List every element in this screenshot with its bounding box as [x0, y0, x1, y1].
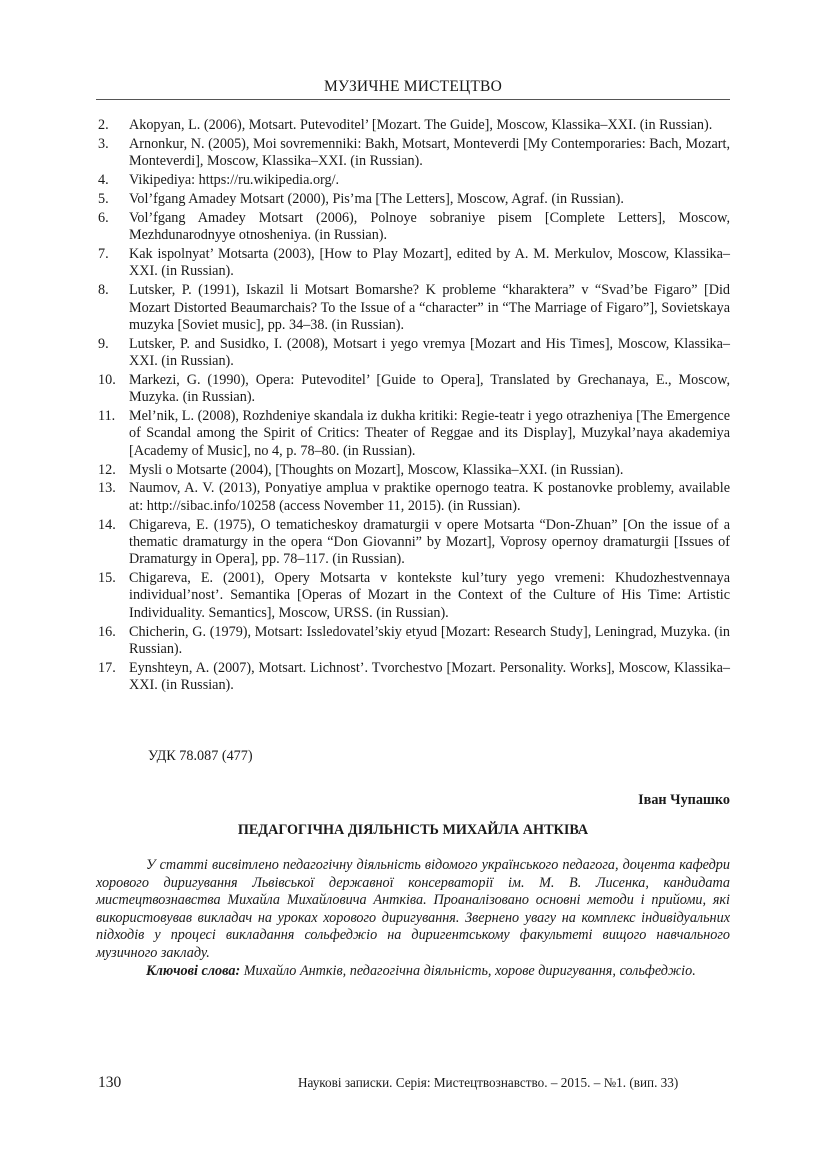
reference-text: Akopyan, L. (2006), Motsart. Putevoditel’ [Mozart. The Guide], Moscow, Klassika–XXI. (in Russian). [129, 117, 713, 133]
reference-text: Kak ispolnyat’ Motsarta (2003), [How to Play Mozart], edited by A. M. Merkulov, Moscow, Klassika–XXI. (in Russian). [129, 246, 730, 280]
reference-text: Naumov, A. V. (2013), Ponyatiye amplua v praktike opernogo teatra. K postanovke problemy, available at: http://sibac.info/10258 (access November 11, 2015). (in Russian). [129, 480, 730, 514]
reference-item [98, 246, 730, 281]
reference-item [98, 372, 730, 407]
reference-number: 11. [98, 408, 116, 425]
reference-item [98, 517, 730, 569]
reference-item [98, 462, 730, 479]
reference-text: Lutsker, P. (1991), Iskazil li Motsart Bomarshe? K probleme “kharaktera” v “Svad’be Figaro” [Did Mozart Distorted Beaumarchais? To the Issue of a “character” in “The Marriage of Figaro”], Sovietskaya muzyka [Soviet music], pp. 34–38. (in Russian). [129, 282, 730, 333]
reference-list [98, 117, 730, 696]
reference-item [98, 624, 730, 659]
reference-item [98, 210, 730, 245]
reference-item [98, 570, 730, 622]
reference-text: Vol’fgang Amadey Motsart (2000), Pis’ma [The Letters], Moscow, Agraf. (in Russian). [129, 190, 624, 207]
reference-text: Arnonkur, N. (2005), Moi sovremenniki: Bakh, Motsart, Monteverdi [My Contemporaries: Bach, Mozart, Monteverdi], Moscow, Klassika–XXI. (in Russian). [129, 135, 730, 170]
abstract-text: У статті висвітлено педагогічну діяльність відомого українського педагога, доцента кафедри хорового диригування Львівської державної консерваторії ім. М. В. Лисенка, кандидата мистецтвознавства Михайла Михайловича Антківа. Проаналізовано основні методи і прийоми, які використовував викладач на уроках хорового диригування. Звернено увагу на комплекс індивідуальних підходів у процесі викладання сольфеджіо на диригентському факультеті вищого навчального музичного закладу. [96, 857, 730, 961]
reference-item [98, 282, 730, 334]
reference-number: 14. [98, 516, 116, 533]
reference-text: Chicherin, G. (1979), Motsart: Issledovatel’skiy etyud [Mozart: Research Study], Leningrad, Muzyka. (in Russian). [129, 623, 730, 657]
reference-number: 9. [98, 335, 109, 352]
journal-citation: Наукові записки. Серія: Мистецтвознавство. – 2015. – №1. (вип. 33) [298, 1075, 679, 1090]
reference-text: Markezi, G. (1990), Opera: Putevoditel’ [Guide to Opera], Translated by Grechanaya, E., Moscow, Muzyka. (in Russian). [129, 371, 730, 406]
reference-number: 13. [98, 480, 116, 497]
running-header: МУЗИЧНЕ МИСТЕЦТВО [324, 78, 502, 95]
reference-item [98, 136, 730, 171]
reference-number: 6. [98, 209, 109, 226]
reference-number: 10. [98, 371, 116, 388]
reference-text: Eynshteyn, A. (2007), Motsart. Lichnost’. Tvorchestvo [Mozart. Personality. Works], Moscow, Klassika–XXI. (in Russian). [129, 659, 730, 694]
keywords-label: Ключові слова: [146, 962, 241, 979]
reference-number: 12. [98, 461, 116, 478]
article-title: ПЕДАГОГІЧНА ДІЯЛЬНІСТЬ МИХАЙЛА АНТКІВА [237, 822, 589, 838]
header-rule [96, 99, 730, 100]
page-number: 130 [98, 1074, 122, 1091]
reference-number: 5. [98, 190, 109, 207]
reference-number: 16. [98, 623, 116, 640]
reference-text: Chigareva, E. (1975), O tematicheskoy dramaturgii v opere Motsarta “Don-Zhuan” [On the issue of a thematic dramaturgy in the opera “Don Giovanni” by Mozart], Voprosy opernoy dramaturgii [Issues of Dramaturgy in Opera], pp. 78–117. (in Russian). [129, 516, 730, 568]
reference-item [98, 117, 730, 134]
reference-number: 2. [98, 117, 109, 133]
keywords [96, 963, 730, 981]
reference-text: Vikipediya: https://ru.wikipedia.org/. [129, 172, 340, 189]
reference-item [98, 480, 730, 515]
reference-item [98, 660, 730, 695]
reference-item [98, 191, 730, 208]
reference-item [98, 336, 730, 371]
reference-number: 7. [98, 246, 109, 263]
reference-text: Lutsker, P. and Susidko, I. (2008), Motsart i yego vremya [Mozart and His Times], Moscow, Klassika–XXI. (in Russian). [129, 335, 730, 370]
reference-number: 8. [98, 282, 109, 299]
reference-item [98, 408, 730, 460]
reference-number: 4. [98, 172, 109, 189]
reference-number: 17. [98, 659, 116, 676]
reference-text: Mysli o Motsarte (2004), [Thoughts on Mozart], Moscow, Klassika–XXI. (in Russian). [129, 461, 624, 478]
reference-text: Mel’nik, L. (2008), Rozhdeniye skandala iz dukha kritiki: Regie-teatr i yego otrazheniya [The Emergence of Scandal among the Spirit of Critics: Theater of Reggae and its Display], Muzykal’naya akademiya [Academy of Music], no 4, p. 78–80. (in Russian). [129, 408, 730, 459]
udc-code: УДК 78.087 (477) [148, 748, 253, 764]
reference-text: Chigareva, E. (2001), Opery Motsarta v kontekste kul’tury yego vremeni: Khudozhestvennaya individual’nost’. Semantika [Operas of Mozart in the Context of the Culture of His Time: Artistic Individuality. Semantics], Moscow, URSS. (in Russian). [129, 570, 730, 621]
author-name: Іван Чупашко [638, 792, 730, 808]
reference-item [98, 172, 730, 189]
reference-number: 3. [98, 135, 109, 152]
reference-number: 15. [98, 570, 116, 587]
abstract [96, 857, 730, 980]
reference-text: Vol’fgang Amadey Motsart (2006), Polnoye sobraniye pisem [Complete Letters], Moscow, Mezhdunarodnyye otnosheniya. (in Russian). [129, 209, 730, 244]
keywords-text: Михайло Антків, педагогічна діяльність, хорове диригування, сольфеджіо. [240, 962, 696, 979]
